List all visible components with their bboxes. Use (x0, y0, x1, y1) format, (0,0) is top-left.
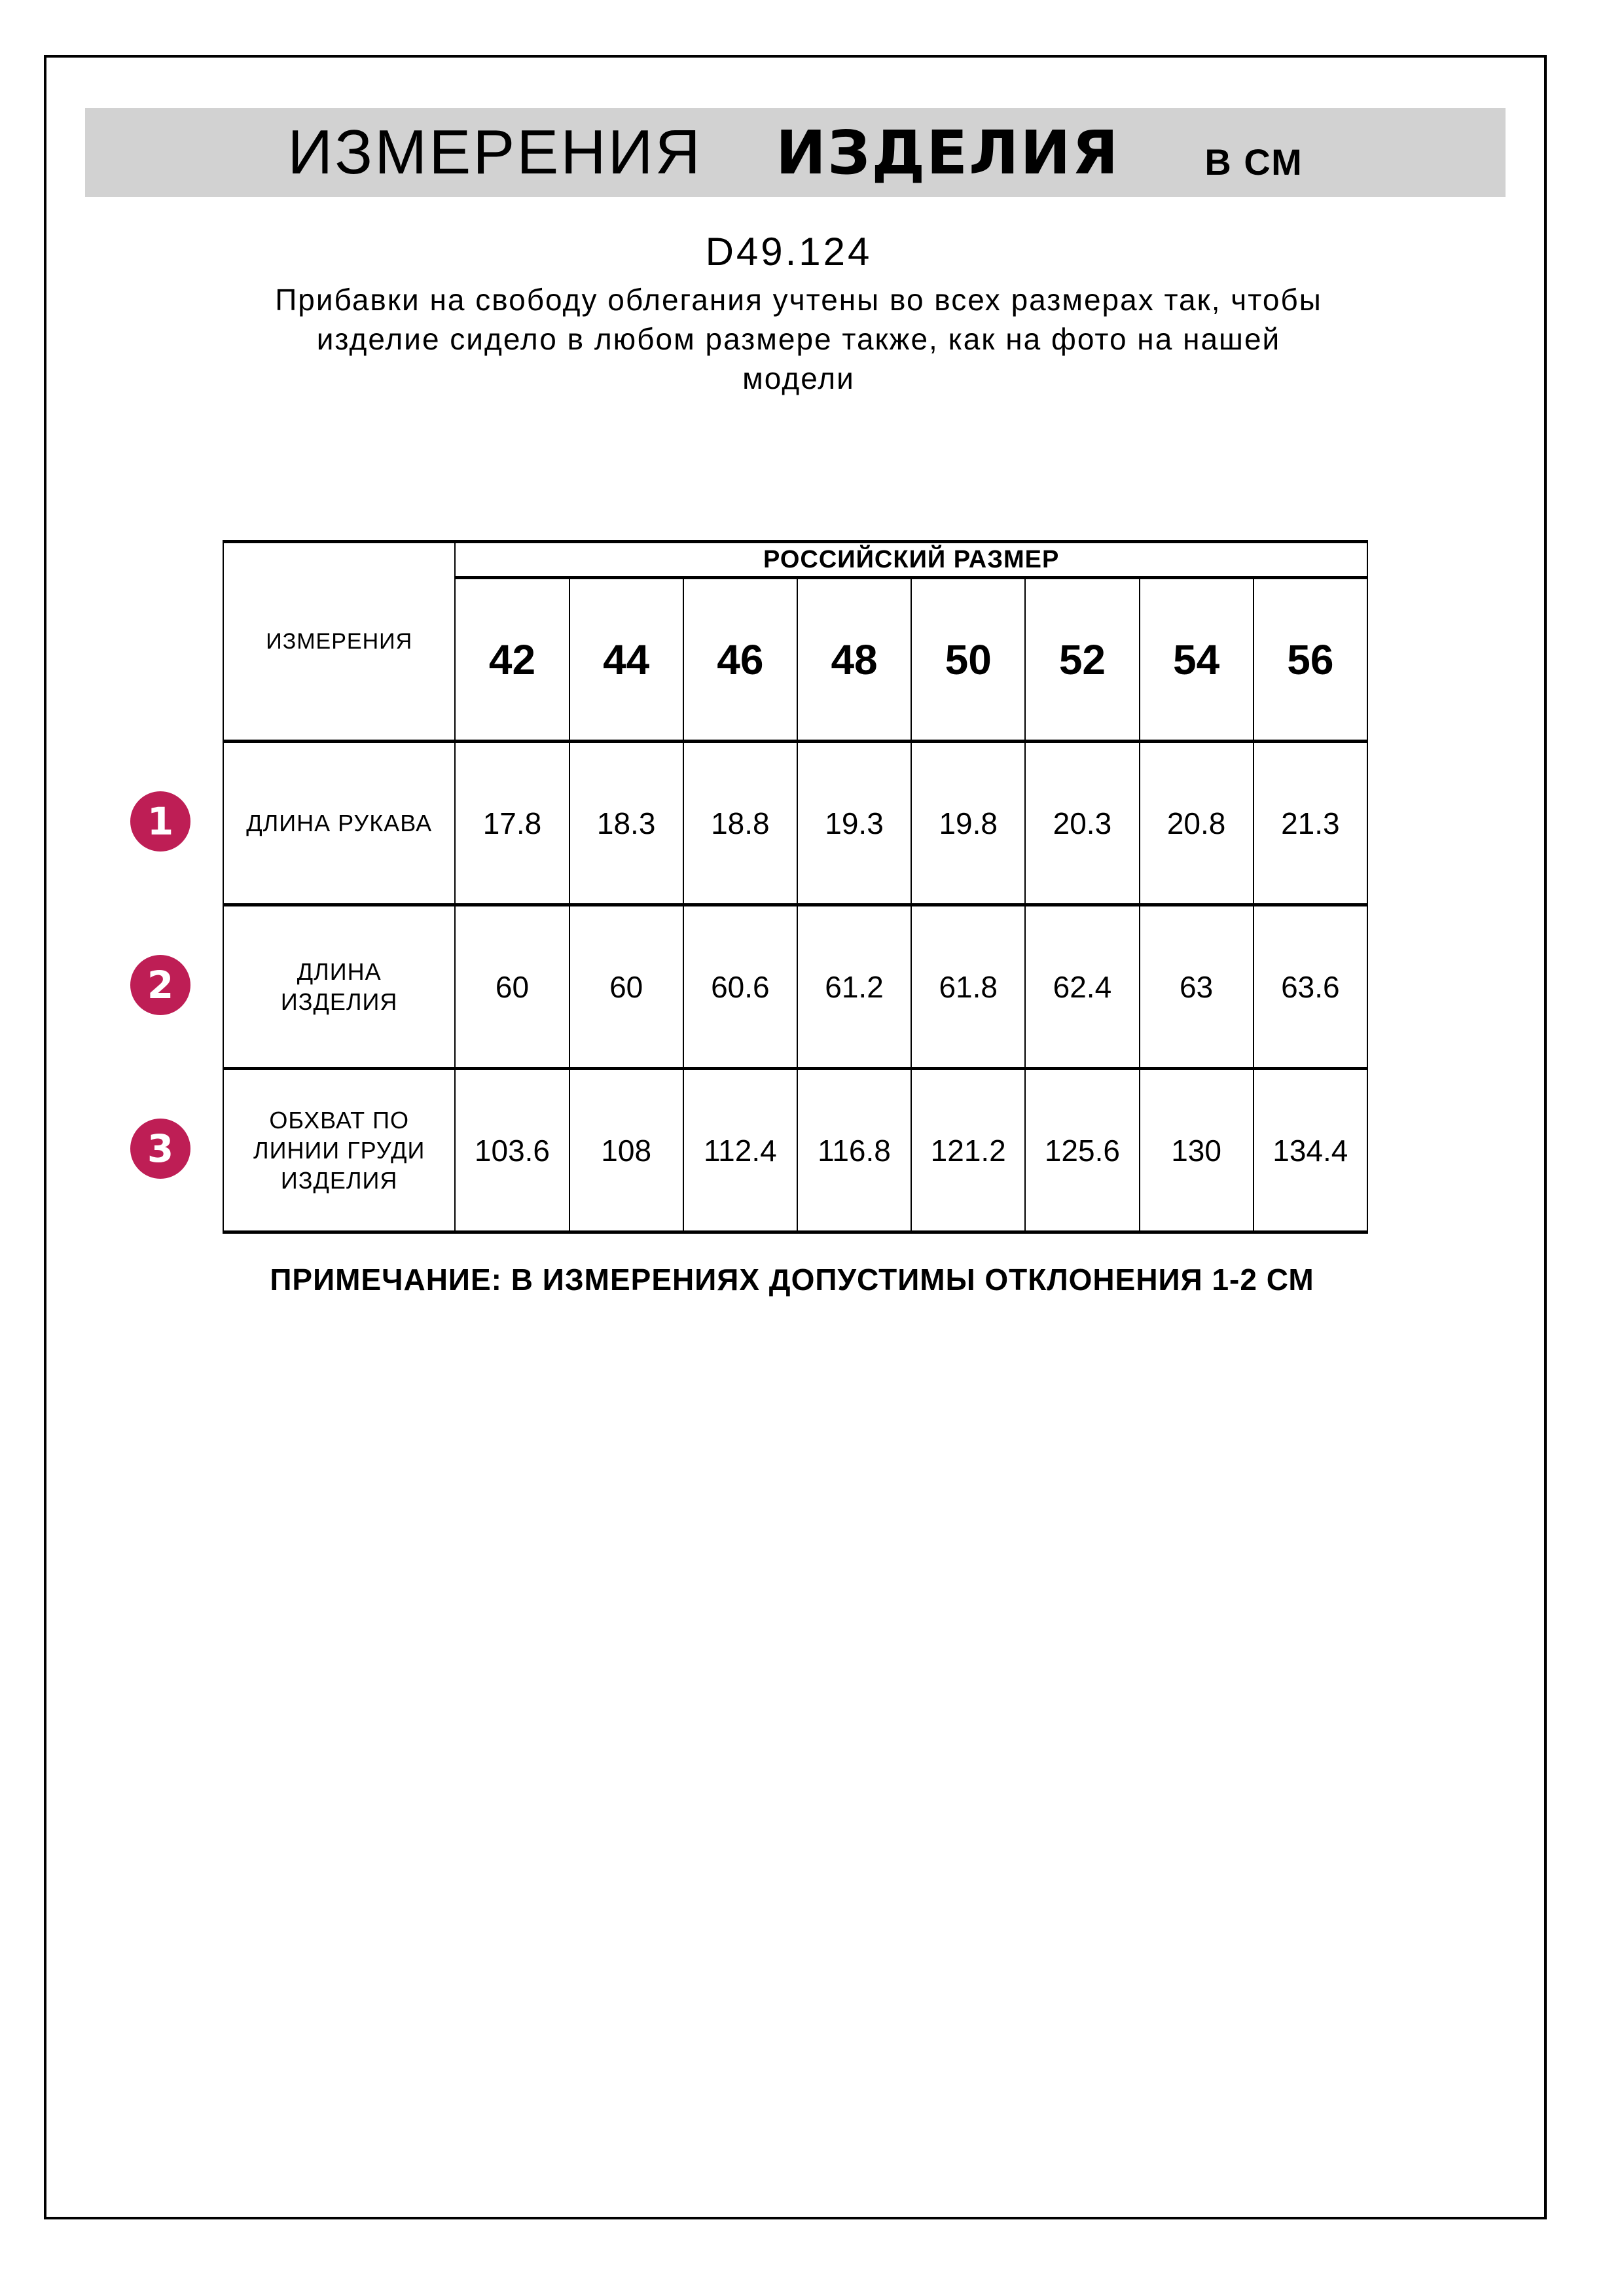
table-cell: 20.8 (1140, 742, 1254, 905)
size-header: 48 (797, 578, 911, 742)
table-cell: 112.4 (683, 1069, 797, 1232)
table-cell: 18.3 (569, 742, 683, 905)
table-row-sleeve-length (223, 742, 1367, 905)
table-row-chest-girth (223, 1069, 1367, 1232)
row-label: ДЛИНА РУКАВА (223, 742, 455, 905)
size-header: 52 (1025, 578, 1139, 742)
size-header: 56 (1254, 578, 1367, 742)
table-cell: 60.6 (683, 905, 797, 1069)
table-cell: 60 (569, 905, 683, 1069)
group-header-russian-size: РОССИЙСКИЙ РАЗМЕР (455, 542, 1367, 578)
row-marker-2-number: 2 (147, 963, 174, 1007)
measurements-table (223, 540, 1368, 1234)
row-marker-2 (130, 955, 190, 1015)
row-marker-1-number: 1 (147, 799, 174, 844)
table-cell: 17.8 (455, 742, 569, 905)
row-label: ДЛИНА ИЗДЕЛИЯ (223, 905, 455, 1069)
table-cell: 103.6 (455, 1069, 569, 1232)
table-row-item-length (223, 905, 1367, 1069)
tolerance-note: ПРИМЕЧАНИЕ: В ИЗМЕРЕНИЯХ ДОПУСТИМЫ ОТКЛОНЕНИЯ 1-2 СМ (270, 1263, 1314, 1297)
row-marker-3-number: 3 (147, 1126, 174, 1171)
size-header: 50 (911, 578, 1025, 742)
table-cell: 61.8 (911, 905, 1025, 1069)
table-cell: 62.4 (1025, 905, 1139, 1069)
table-cell: 18.8 (683, 742, 797, 905)
description-line: модели (742, 361, 855, 395)
table-cell: 19.8 (911, 742, 1025, 905)
table-cell: 61.2 (797, 905, 911, 1069)
table-cell: 19.3 (797, 742, 911, 905)
row-marker-3 (130, 1119, 190, 1179)
fit-description (0, 280, 1597, 398)
description-line: изделие сидело в любом размере также, как на фото на нашей (316, 322, 1281, 356)
size-header: 46 (683, 578, 797, 742)
title-units: В СМ (1204, 141, 1303, 183)
table-cell: 125.6 (1025, 1069, 1139, 1232)
size-header: 54 (1140, 578, 1254, 742)
table-cell: 134.4 (1254, 1069, 1367, 1232)
table-cell: 63 (1140, 905, 1254, 1069)
row-marker-1 (130, 791, 190, 852)
size-header: 42 (455, 578, 569, 742)
description-line: Прибавки на свободу облегания учтены во всех размерах так, чтобы (275, 283, 1322, 317)
table-cell: 116.8 (797, 1069, 911, 1232)
table-cell: 21.3 (1254, 742, 1367, 905)
product-code: D49.124 (705, 230, 873, 274)
title-measurements: ИЗМЕРЕНИЯ (287, 117, 702, 187)
size-header: 44 (569, 578, 683, 742)
table-cell: 121.2 (911, 1069, 1025, 1232)
title-band (85, 108, 1506, 197)
row-label: ОБХВАТ ПО ЛИНИИ ГРУДИ ИЗДЕЛИЯ (223, 1069, 455, 1232)
table-cell: 63.6 (1254, 905, 1367, 1069)
measurements-table-section (147, 540, 1368, 1234)
table-cell: 20.3 (1025, 742, 1139, 905)
table-cell: 60 (455, 905, 569, 1069)
title-product-word: ИЗДЕЛИЯ (775, 117, 1120, 188)
table-cell: 108 (569, 1069, 683, 1232)
corner-header: ИЗМЕРЕНИЯ (223, 542, 455, 742)
table-cell: 130 (1140, 1069, 1254, 1232)
